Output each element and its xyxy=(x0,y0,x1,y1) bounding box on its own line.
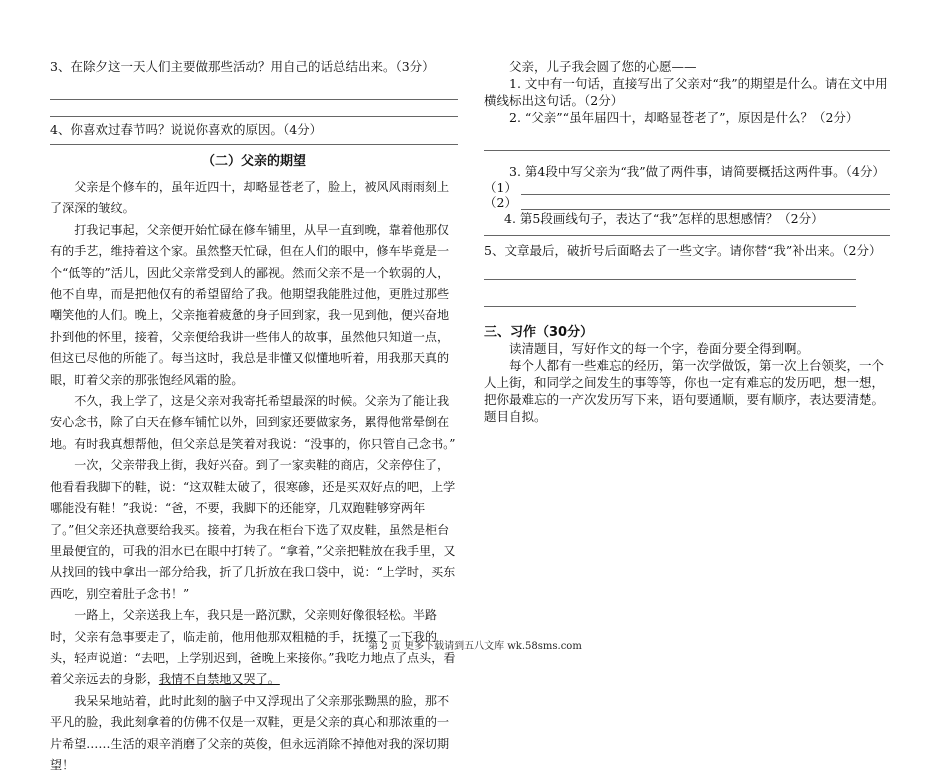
blank-label-2: （2） xyxy=(484,195,517,210)
passage-paragraph-1: 父亲是个修车的，虽年近四十，却略显苍老了，脸上，被风风雨雨刻上了深深的皱纹。 xyxy=(50,180,450,216)
question-r4: 4. 第5段画线句子，表达了“我”怎样的思想感情？（2分） xyxy=(504,211,824,226)
paragraph-5-text: 一路上，父亲送我上车，我只是一路沉默，父亲则好像很轻松。半路时，父亲有急事要走了，临走前，他用他那双粗糙的手，抚摸了一下我的头，轻声说道：“去吧，上学别迟到，爸晚上来接你。”我吃力地点了点头，看着父亲远去的身影， xyxy=(50,608,456,687)
right-column xyxy=(484,58,890,425)
composition-title: 三、习作（30分） xyxy=(484,325,594,340)
passage-title: （二）父亲的期望 xyxy=(201,154,306,169)
answer-line xyxy=(484,259,856,280)
composition-prompt: 每个人都有一些难忘的经历，第一次学做饭，第一次上台领奖，一个人上街，和同学之间发生的事等等，你也一定有难忘的发历吧，想一想，把你最难忘的一产次发历写下来，语句要通顺，要有顺序，表达要清楚。题目自拟。 xyxy=(484,358,885,424)
answer-row-1 xyxy=(484,180,890,195)
passage-paragraph-2: 打我记事起，父亲便开始忙碌在修车铺里，从早一直到晚，靠着他那仅有的手艺，维持着这个家。虽然整天忙碌，但在人们的眼中，修车毕竟是一个“低等的”活儿，因此父亲常受到人的鄙视。然而父亲不是一个软弱的人，他不自卑，而是把他仅有的希望留给了我。他期望我能胜过他，更胜过那些嘲笑他的人们。晚上，父亲拖着疲惫的身子回到家，我一见到他，便兴奋地扑到他的怀里，接着，父亲便给我讲一些伟人的故事，虽然他只知道一点，但这已尽他的所能了。每当这时，我总是非懂又似懂地听着，用我那天真的眼，盯着父亲的那张饱经风霜的脸。 xyxy=(50,222,450,387)
question-r3: 3. 第4段中写父亲为“我”做了两件事，请简要概括这两件事。（4分） xyxy=(509,164,885,179)
passage-paragraph-6: 我呆呆地站着，此时此刻的脑子中又浮现出了父亲那张黝黑的脸，那不平凡的脸，我此刻拿着的仿佛不仅是一双鞋，更是父亲的真心和那浓重的一片希望……生活的艰辛消磨了父亲的英俊，但永远消除不掉他对我的深切期望！ xyxy=(50,693,450,772)
underlined-sentence: 我情不自禁地又哭了。 xyxy=(158,672,280,687)
question-r1: 1. 文中有一句话，直接写出了父亲对“我”的期望是什么。请在文中用横线标出这句话。（2分） xyxy=(484,76,888,108)
answer-line xyxy=(484,227,890,236)
question-4: 4、你喜欢过春节吗？说说你喜欢的原因。（4分） xyxy=(50,122,323,137)
answer-line xyxy=(50,138,458,145)
question-r2: 2. “父亲”“虽年届四十，却略显苍老了”，原因是什么？（2分） xyxy=(509,110,859,125)
passage-ending: 父亲，儿子我会圆了您的心愿—— xyxy=(509,59,697,74)
answer-blank-1[interactable] xyxy=(521,182,890,195)
answer-blank-2[interactable] xyxy=(521,197,890,210)
left-column xyxy=(50,58,458,776)
answer-line xyxy=(484,126,890,151)
answer-row-2 xyxy=(484,195,890,210)
passage-paragraph-3: 不久，我上学了，这是父亲对我寄托希望最深的时候。父亲为了能让我安心念书，除了白天在修车铺忙以外，回到家还要做家务，累得他常晕倒在地。有时我真想帮他，但父亲总是笑着对我说：“没事的，你只管自己念书。” xyxy=(50,394,456,451)
question-3: 3、在除夕这一天人们主要做那些活动？用自己的话总结出来。（3分） xyxy=(50,59,435,74)
composition-instruction: 读清题目，写好作文的每一个字，卷面分要全得到啊。 xyxy=(509,341,810,356)
passage-paragraph-4: 一次，父亲带我上街，我好兴奋。到了一家卖鞋的商店，父亲停住了，他看看我脚下的鞋，说：“这双鞋太破了，很寒碜，还是买双好点的吧，上学哪能没有鞋！”我说：“爸，不要，我脚下的还能穿，几双跑鞋够穿两年了。”但父亲还执意要给我买。接着，为我在柜台下选了双皮鞋，虽然是柜台里最便宜的，可我的泪水已在眼中打转了。“拿着，”父亲把鞋放在我手里，又从找回的钱中拿出一部分给我，折了几折放在我口袋中，说：“上学时，买东西吃，别空着肚子念书！” xyxy=(50,458,456,601)
question-r5: 5、文章最后，破折号后面略去了一些文字。请你替“我”补出来。（2分） xyxy=(484,243,882,258)
answer-line xyxy=(50,100,458,117)
answer-line xyxy=(50,75,458,100)
blank-label-1: （1） xyxy=(484,180,517,195)
answer-line xyxy=(484,280,856,307)
page-footer: 第 2 页 更多下载请到五八文库 wk.58sms.com xyxy=(368,641,582,652)
